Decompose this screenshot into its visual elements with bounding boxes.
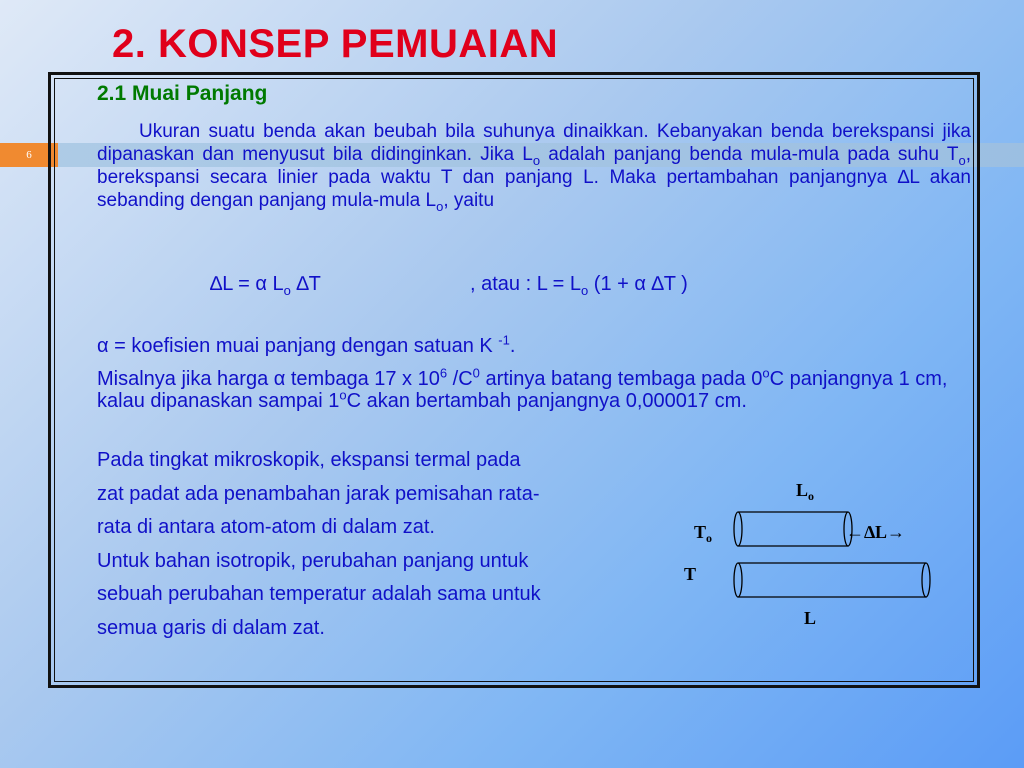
para-text-4: , yaitu [443, 190, 495, 211]
sub-o: o [436, 198, 444, 214]
sub-o: o [958, 152, 966, 168]
para-text-2: adalah panjang benda mula-mula pada suhu T [540, 144, 959, 165]
micro-line: Pada tingkat mikroskopik, ekspansi termal pada [97, 449, 521, 471]
microscopic-paragraph [97, 444, 657, 645]
alpha-definition [97, 332, 516, 358]
example-text-c: artinya batang tembaga pada 0 [479, 368, 763, 390]
section-subtitle: 2.1 Muai Panjang [97, 82, 268, 105]
example-text-d: C panjangnya 1 cm, kalau dipanaskan sampai 1 [97, 368, 948, 412]
example-sup-1: 6 [439, 365, 448, 381]
initial-rod [734, 512, 852, 546]
para-text-3: , berekspansi secara linier pada waktu T dan panjang L. Maka pertambahan panjangnya ∆L akan sebanding dengan panjang mula-mula L [97, 144, 971, 211]
micro-line: semua garis di dalam zat. [97, 616, 325, 639]
example-sup-4: o [339, 387, 347, 403]
label-to: $T_o$ [694, 522, 713, 545]
copper-example [97, 365, 957, 412]
equation-l [470, 273, 688, 296]
micro-line: zat padat ada penambahan jarak pemisahan rata- [97, 482, 540, 505]
expanded-rod [734, 563, 930, 597]
example-sup-2: 0 [472, 365, 480, 381]
para-text-1: Ukuran suatu benda akan beubah bila suhunya dinaikkan. Kebanyakan benda berekspansi jika dipanaskan dan menyusut bila didinginkan. Jika L [97, 121, 971, 165]
eq1-part-a: ∆L = α L [210, 273, 284, 295]
eq2-part-b: (1 + α ∆T ) [588, 273, 688, 295]
example-text-a: Misalnya jika harga α tembaga 17 x 10 [97, 368, 440, 390]
sub-o: o [283, 283, 291, 298]
example-text-b: /C [447, 368, 473, 390]
label-lo: $L_o$ [796, 480, 815, 503]
label-t: T [684, 564, 697, 584]
delta-l-label: ←∆L→ [846, 522, 906, 542]
micro-line: Untuk bahan isotropik, perubahan panjang untuk [97, 549, 529, 572]
page-number: 6 [26, 149, 32, 161]
micro-line: sebuah perubahan temperatur adalah sama untuk [97, 583, 541, 605]
rod-expansion-diagram [680, 470, 940, 640]
sub-o: o [581, 283, 589, 298]
intro-paragraph [97, 120, 971, 212]
example-sup-3: o [762, 365, 770, 381]
label-l: L [804, 608, 817, 628]
micro-line: rata di antara atom-atom di dalam zat. [97, 516, 435, 538]
alpha-def-end: . [509, 335, 516, 357]
eq2-part-a: , atau : L = L [470, 273, 582, 295]
eq1-part-b: ∆T [290, 273, 321, 295]
slide-title: 2. KONSEP PEMUAIAN [112, 22, 559, 66]
alpha-def-sup: -1 [498, 332, 510, 348]
example-text-e: C akan bertambah panjangnya 0,000017 cm. [346, 390, 747, 412]
sub-o: o [532, 152, 541, 168]
equation-delta-l [210, 273, 321, 296]
alpha-def-text: α = koefisien muai panjang dengan satuan K [97, 335, 499, 357]
